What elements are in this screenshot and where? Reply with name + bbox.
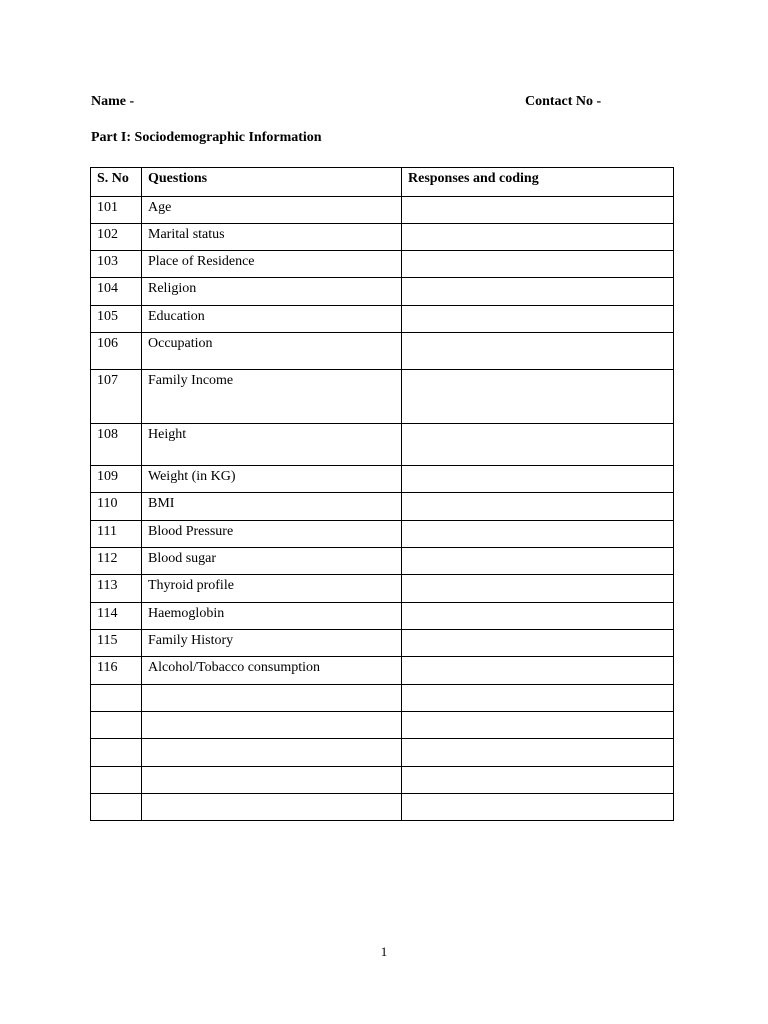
question-cell: Thyroid profile	[142, 575, 402, 603]
page-number: 1	[380, 944, 388, 959]
table-row	[91, 278, 674, 306]
table-row	[91, 370, 674, 424]
serial-number-cell: 109	[91, 466, 142, 493]
question-cell: Height	[142, 424, 402, 466]
serial-number-cell: 106	[91, 333, 142, 370]
response-cell[interactable]	[402, 333, 674, 370]
response-cell[interactable]	[402, 657, 674, 685]
response-cell[interactable]	[402, 603, 674, 630]
response-cell[interactable]	[402, 197, 674, 224]
column-header-responses: Responses and coding	[402, 168, 674, 197]
contact-number-label: Contact No -	[525, 94, 602, 109]
table-row	[91, 197, 674, 224]
question-cell: Marital status	[142, 224, 402, 251]
table-row	[91, 493, 674, 521]
question-cell	[142, 767, 402, 794]
table-row	[91, 685, 674, 712]
question-cell: Occupation	[142, 333, 402, 370]
question-cell: Blood sugar	[142, 548, 402, 575]
serial-number-cell: 114	[91, 603, 142, 630]
response-cell[interactable]	[402, 521, 674, 548]
serial-number-cell: 104	[91, 278, 142, 306]
table-row	[91, 767, 674, 794]
question-cell: Age	[142, 197, 402, 224]
table-row	[91, 424, 674, 466]
table-row	[91, 739, 674, 767]
question-cell: Weight (in KG)	[142, 466, 402, 493]
serial-number-cell: 116	[91, 657, 142, 685]
serial-number-cell: 111	[91, 521, 142, 548]
table-row	[91, 466, 674, 493]
response-cell[interactable]	[402, 424, 674, 466]
table-row	[91, 712, 674, 739]
response-cell[interactable]	[402, 739, 674, 767]
name-label: Name -	[91, 94, 135, 109]
question-cell	[142, 794, 402, 821]
question-cell: Haemoglobin	[142, 603, 402, 630]
serial-number-cell: 102	[91, 224, 142, 251]
serial-number-cell	[91, 685, 142, 712]
response-cell[interactable]	[402, 685, 674, 712]
question-cell: Religion	[142, 278, 402, 306]
table-row	[91, 521, 674, 548]
response-cell[interactable]	[402, 548, 674, 575]
serial-number-cell: 103	[91, 251, 142, 278]
response-cell[interactable]	[402, 575, 674, 603]
table-row	[91, 630, 674, 657]
question-cell: Alcohol/Tobacco consumption	[142, 657, 402, 685]
question-cell: Family Income	[142, 370, 402, 424]
serial-number-cell	[91, 767, 142, 794]
table-row	[91, 306, 674, 333]
response-cell[interactable]	[402, 251, 674, 278]
serial-number-cell: 105	[91, 306, 142, 333]
question-cell	[142, 712, 402, 739]
column-header-serial-number: S. No	[91, 168, 142, 197]
response-cell[interactable]	[402, 794, 674, 821]
table-row	[91, 575, 674, 603]
table-row	[91, 224, 674, 251]
question-cell	[142, 685, 402, 712]
column-header-questions: Questions	[142, 168, 402, 197]
section-title: Part I: Sociodemographic Information	[91, 130, 322, 145]
response-cell[interactable]	[402, 630, 674, 657]
serial-number-cell: 107	[91, 370, 142, 424]
table-row	[91, 603, 674, 630]
serial-number-cell	[91, 712, 142, 739]
table-row	[91, 548, 674, 575]
response-cell[interactable]	[402, 767, 674, 794]
question-cell: Education	[142, 306, 402, 333]
table-row	[91, 251, 674, 278]
serial-number-cell	[91, 739, 142, 767]
response-cell[interactable]	[402, 466, 674, 493]
table-row	[91, 657, 674, 685]
sociodemographic-table	[90, 167, 674, 821]
response-cell[interactable]	[402, 493, 674, 521]
table-row	[91, 794, 674, 821]
serial-number-cell: 113	[91, 575, 142, 603]
serial-number-cell: 112	[91, 548, 142, 575]
question-cell: BMI	[142, 493, 402, 521]
serial-number-cell: 108	[91, 424, 142, 466]
serial-number-cell: 101	[91, 197, 142, 224]
question-cell: Blood Pressure	[142, 521, 402, 548]
serial-number-cell: 115	[91, 630, 142, 657]
table-row	[91, 333, 674, 370]
serial-number-cell: 110	[91, 493, 142, 521]
response-cell[interactable]	[402, 278, 674, 306]
table-header-row	[91, 168, 674, 197]
question-cell: Place of Residence	[142, 251, 402, 278]
response-cell[interactable]	[402, 224, 674, 251]
response-cell[interactable]	[402, 306, 674, 333]
question-cell: Family History	[142, 630, 402, 657]
response-cell[interactable]	[402, 712, 674, 739]
response-cell[interactable]	[402, 370, 674, 424]
serial-number-cell	[91, 794, 142, 821]
question-cell	[142, 739, 402, 767]
